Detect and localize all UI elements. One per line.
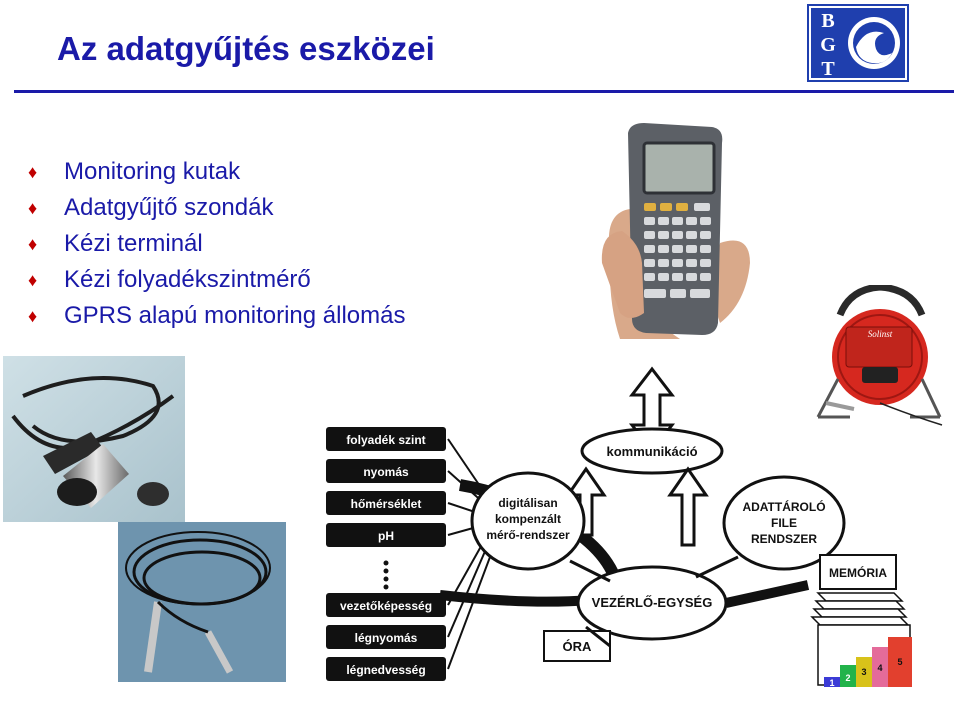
logo-letter-g: G [820,34,836,56]
bullet-text: GPRS alapú monitoring állomás [64,302,406,329]
bullet-text: Adatgyűjtő szondák [64,194,274,221]
sensor-label: légnyomás [354,631,418,645]
measuring-node-label: digitálisan [498,496,558,510]
sensor-label: vezetőképesség [339,599,433,613]
sensor-label: folyadék szint [346,433,426,447]
bullet-text: Monitoring kutak [64,158,241,185]
measuring-node-label: mérő-rendszer [486,528,570,542]
slide-title: Az adatgyűjtés eszközei [57,30,435,67]
bullet-item [28,304,406,340]
bullet-text: Kézi terminál [64,230,203,257]
diamond-bullet-icon: ♦ [28,306,38,326]
bullet-item [28,232,406,268]
storage-node-label: RENDSZER [750,532,818,546]
measuring-node-label: kompenzált [494,512,562,526]
data-logger-probe-photo [3,356,185,522]
sensor-list [326,427,446,681]
diamond-bullet-icon: ♦ [28,234,38,254]
bullet-item [28,196,406,232]
sensor-label: hőmérséklet [350,497,422,511]
control-unit-label: VEZÉRLŐ-EGYSÉG [591,595,713,610]
memory-label: MEMÓRIA [829,566,887,580]
cable-sensor-photo [118,522,286,682]
bullet-text: Kézi folyadékszintmérő [64,266,311,293]
block-number: 5 [897,657,903,667]
handheld-terminal-photo [600,113,760,343]
diamond-bullet-icon: ♦ [28,162,38,182]
block-number: 2 [845,673,851,683]
diamond-bullet-icon: ♦ [28,198,38,218]
sensor-label: pH [378,529,394,543]
bgt-logo [806,3,910,83]
bullet-item [28,160,406,196]
communication-node-label: kommunikáció [606,444,698,459]
data-acquisition-diagram [290,365,960,705]
diamond-bullet-icon: ♦ [28,270,38,290]
sensor-arrows [448,439,490,669]
logo-letter-t: T [821,58,835,80]
sensor-label: nyomás [363,465,409,479]
title-divider [14,90,954,93]
meter-brand-label: Solinst [867,329,893,339]
sensor-label: légnedvesség [346,663,426,677]
logo-letter-b: B [821,10,835,32]
bullet-item [28,268,406,304]
block-number: 4 [877,663,883,673]
block-number: 3 [861,667,867,677]
clock-label: ÓRA [562,639,592,654]
block-number: 1 [829,678,835,688]
bullet-list [28,160,406,340]
storage-node-label: FILE [771,516,797,530]
storage-node-label: ADATTÁROLÓ [742,500,826,514]
